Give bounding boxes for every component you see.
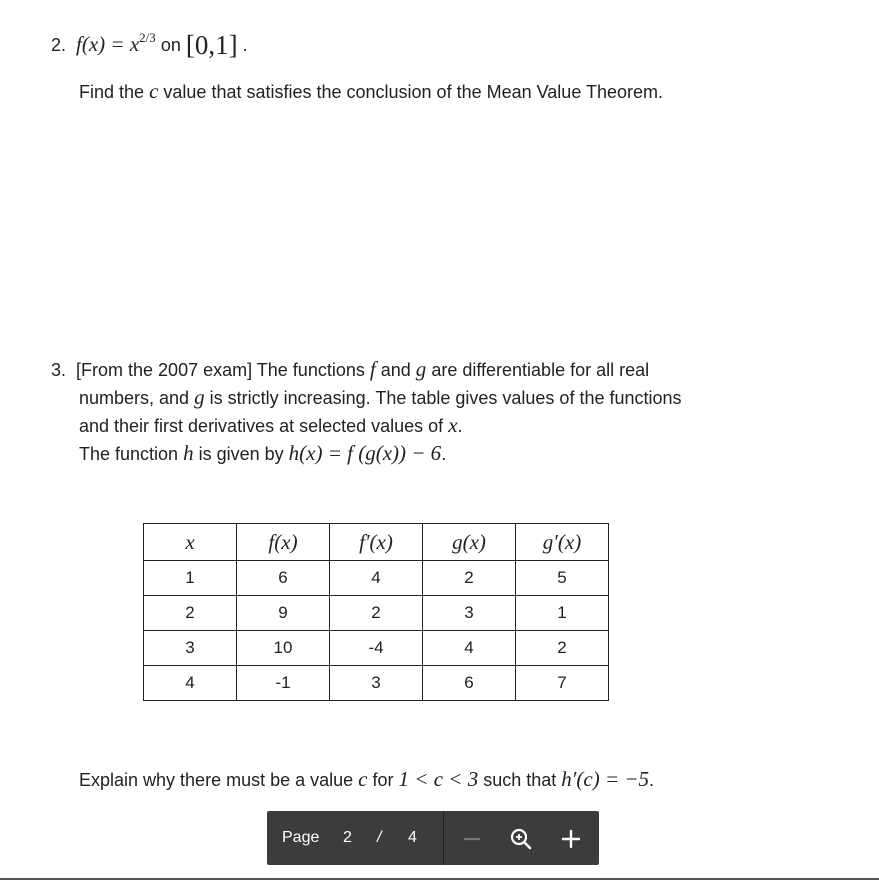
zoom-in-magnifier-icon [508, 826, 534, 852]
table-cell: 2 [144, 596, 237, 631]
text: for [372, 770, 394, 790]
prompt-text: value that satisfies the conclusion of the Mean Value Theorem. [163, 82, 664, 102]
text: numbers, and [79, 388, 190, 408]
text: Explain why there must be a value [79, 770, 354, 790]
page-bottom-border [0, 878, 879, 880]
table-header: x [144, 524, 237, 561]
table-cell: 7 [516, 666, 609, 701]
table-cell: 2 [330, 596, 423, 631]
table-cell: 10 [237, 631, 330, 666]
table-cell: 4 [423, 631, 516, 666]
h-definition: h(x) = f (g(x)) − 6 [288, 441, 442, 465]
derivative-equation: h′(c) = −5 [561, 767, 650, 791]
text: such that [483, 770, 557, 790]
table-row [144, 631, 609, 666]
problem-3-line-4 [79, 439, 446, 468]
text: and their first derivatives at selected values of [79, 416, 444, 436]
text: is strictly increasing. The table gives values of the functions [209, 388, 682, 408]
text: [From the 2007 exam] The functions [76, 360, 365, 380]
exponent: 2/3 [139, 30, 156, 45]
table-cell: 4 [144, 666, 237, 701]
function-definition: f(x) = x [76, 32, 140, 56]
zoom-in-button[interactable] [558, 826, 584, 852]
table-cell: 4 [330, 561, 423, 596]
g-variable: g [194, 385, 205, 409]
table-cell: 3 [330, 666, 423, 701]
text: . [441, 444, 447, 464]
inequality: 1 < c < 3 [398, 767, 479, 791]
problem-3-line-1 [51, 355, 649, 384]
table-cell: -1 [237, 666, 330, 701]
table-header: f(x) [237, 524, 330, 561]
problem-number: 3. [51, 360, 67, 380]
table-row [144, 596, 609, 631]
table-cell: 5 [516, 561, 609, 596]
problem-3-line-3 [79, 411, 463, 440]
pdf-toolbar [267, 811, 599, 865]
table-cell: 6 [423, 666, 516, 701]
text: and [380, 360, 411, 380]
c-variable: c [358, 767, 368, 791]
table-cell: 6 [237, 561, 330, 596]
zoom-button[interactable] [508, 826, 534, 852]
total-pages: 4 [408, 829, 417, 846]
table-cell: -4 [330, 631, 423, 666]
on-word: on [160, 35, 181, 55]
table-cell: 1 [516, 596, 609, 631]
problem-3-line-2 [79, 383, 682, 412]
table-row [144, 561, 609, 596]
text: . [457, 416, 463, 436]
table-header-row [144, 524, 609, 561]
table-header: g(x) [423, 524, 516, 561]
plus-icon [558, 826, 584, 852]
period: . [242, 35, 248, 55]
c-variable: c [149, 79, 159, 103]
f-variable: f [369, 357, 376, 381]
problem-2-prompt [79, 77, 663, 106]
text: The function [79, 444, 179, 464]
table-cell: 9 [237, 596, 330, 631]
problem-3-question [79, 765, 654, 794]
prompt-text: Find the [79, 82, 145, 102]
x-variable: x [448, 413, 458, 437]
g-variable: g [415, 357, 427, 381]
problem-2-statement [51, 24, 248, 59]
current-page-input[interactable]: 2 [343, 829, 352, 846]
table-cell: 2 [516, 631, 609, 666]
table-cell: 1 [144, 561, 237, 596]
text: . [649, 770, 655, 790]
values-table [143, 523, 609, 701]
page-label: Page [282, 829, 320, 846]
table-cell: 3 [423, 596, 516, 631]
table-header: g′(x) [516, 524, 609, 561]
toolbar-divider [443, 811, 444, 865]
table-header: f′(x) [330, 524, 423, 561]
text: is given by [198, 444, 284, 464]
minus-icon [459, 826, 485, 852]
problem-number: 2. [51, 35, 67, 55]
zoom-out-button[interactable] [459, 826, 485, 852]
interval: [0,1] [185, 30, 238, 60]
text: are differentiable for all real [431, 360, 650, 380]
page-separator: / [377, 829, 382, 846]
table-row [144, 666, 609, 701]
table-cell: 3 [144, 631, 237, 666]
h-variable: h [183, 441, 194, 465]
table-cell: 2 [423, 561, 516, 596]
